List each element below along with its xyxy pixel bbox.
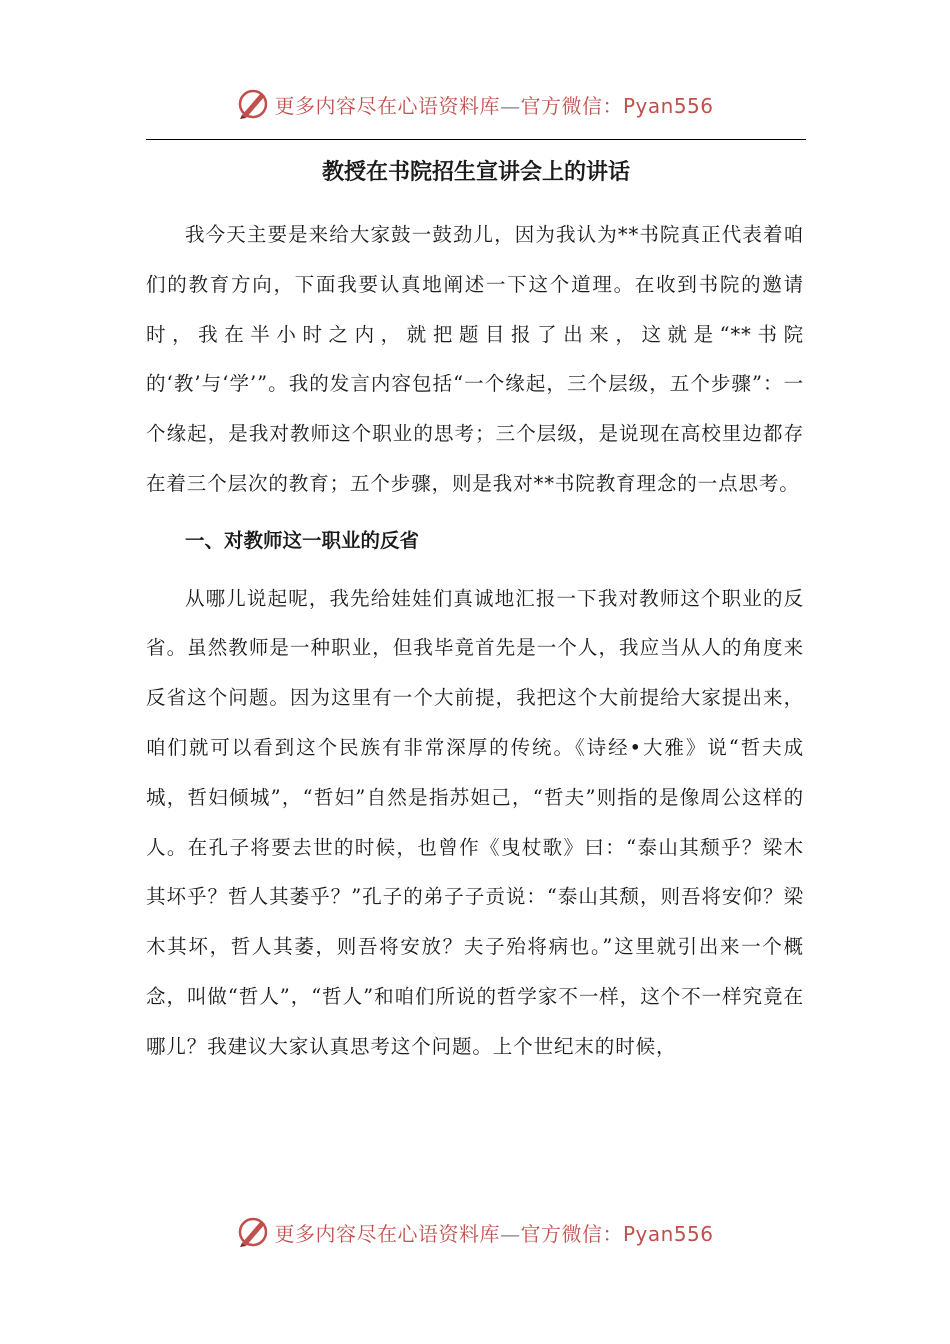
banner-text: 更多内容尽在心语资料库—官方微信：Pyan556 [274, 1221, 714, 1246]
banner-text: 更多内容尽在心语资料库—官方微信：Pyan556 [274, 93, 714, 118]
header-divider [146, 139, 806, 140]
section-heading: 一、对教师这一职业的反省 [185, 528, 420, 552]
paragraph: 从哪儿说起呢，我先给娃娃们真诚地汇报一下我对教师这个职业的反省。虽然教师是一种职业，但我毕竟首先是一个人，我应当从人的角度来反省这个问题。因为这里有一个大前提，我把这个大前提给大家提出来，咱们就可以看到这个民族有非常深厚的传统。《诗经•大雅》说“哲夫成城，哲妇倾城”，“哲妇”自然是指苏妲己，“哲夫”则指的是像周公这样的人。在孔子将要去世的时候，也曾作《曳杖歌》曰：“泰山其颓乎？梁木其坏乎？哲人其萎乎？”孔子的弟子子贡说：“泰山其颓，则吾将安仰？梁木其坏，哲人其萎，则吾将安放？夫子殆将病也。”这里就引出来一个概念，叫做“哲人”，“哲人”和咱们所说的哲学家不一样，这个不一样究竟在哪儿？我建议大家认真思考这个问题。上个世纪末的时候， [146, 586, 804, 1058]
footer-banner [0, 1212, 950, 1252]
header-banner [0, 84, 950, 124]
document-title: 教授在书院招生宣讲会上的讲话 [321, 159, 630, 185]
document-body [146, 210, 804, 1072]
paragraph: 我今天主要是来给大家鼓一鼓劲儿，因为我认为**书院真正代表着咱们的教育方向，下面我要认真地阐述一下这个道理。在收到书院的邀请时，我在半小时之内，就把题目报了出来，这就是“**书院的‘教’与‘学’”。我的发言内容包括“一个缘起，三个层级，五个步骤”：一个缘起，是我对教师这个职业的思考；三个层级，是说现在高校里边都存在着三个层次的教育；五个步骤，则是我对**书院教育理念的一点思考。 [146, 223, 804, 495]
pen-logo-icon [236, 1215, 270, 1249]
pen-logo-icon [236, 87, 270, 121]
